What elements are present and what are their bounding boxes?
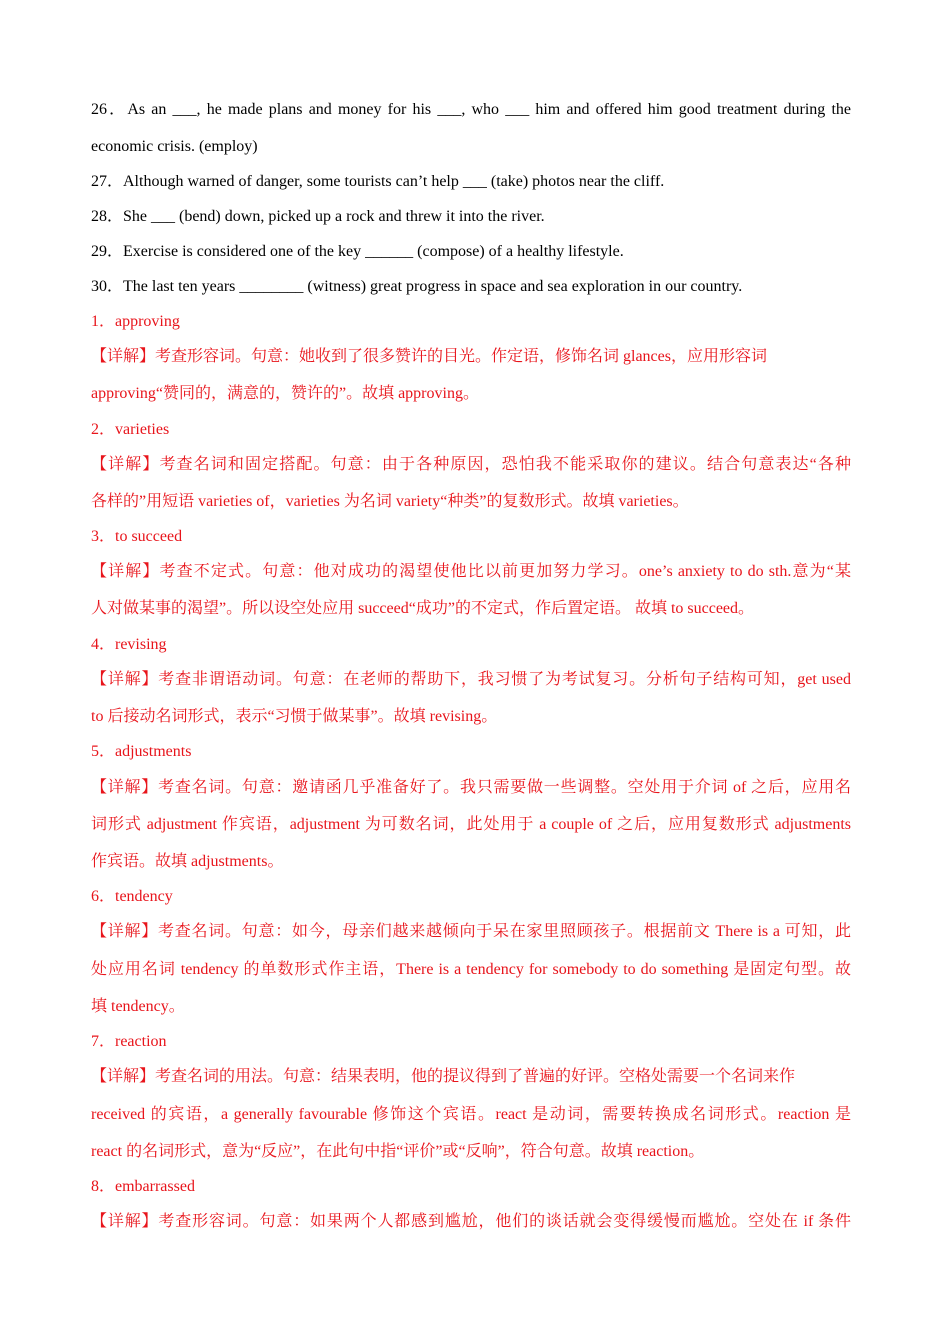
answer-heading: 6．tendency (91, 888, 173, 905)
explanation-line: 处应用名词 tendency 的单数形式作主语，There is a tendency for somebody to do something 是固定句型。故 (91, 961, 851, 978)
question-line: 28．She ___ (bend) down, picked up a rock and threw it into the river. (91, 208, 545, 225)
explanation-line: 【详解】考查名词和固定搭配。句意：由于各种原因，恐怕我不能采取你的建议。结合句意表达“各种 (91, 456, 851, 473)
explanation-line: received 的宾语，a generally favourable 修饰这个宾语。react 是动词，需要转换成名词形式。reaction 是 (91, 1106, 851, 1123)
answer-heading: 2．varieties (91, 421, 170, 438)
answer-heading: 7．reaction (91, 1033, 167, 1050)
answer-heading: 5．adjustments (91, 743, 192, 760)
explanation-line: 【详解】考查形容词。句意：她收到了很多赞许的目光。作定语，修饰名词 glances，应用形容词 (91, 348, 767, 365)
question-line: 27．Although warned of danger, some tourists can’t help ___ (take) photos near the cliff. (91, 173, 665, 190)
explanation-line: 【详解】考查形容词。句意：如果两个人都感到尴尬，他们的谈话就会变得缓慢而尴尬。空处在 if 条件 (91, 1213, 851, 1230)
answer-heading: 8．embarrassed (91, 1178, 195, 1195)
question-line: 30．The last ten years ________ (witness) great progress in space and sea exploration in our country. (91, 278, 743, 295)
explanation-line: 词形式 adjustment 作宾语，adjustment 为可数名词，此处用于 a couple of 之后，应用复数形式 adjustments (91, 816, 851, 833)
explanation-line: 人对做某事的渴望”。所以设空处应用 succeed“成功”的不定式，作后置定语。 故填 to succeed。 (91, 600, 755, 617)
explanation-line: to 后接动名词形式，表示“习惯于做某事”。故填 revising。 (91, 708, 498, 725)
question-line: economic crisis. (employ) (91, 138, 258, 155)
answer-heading: 1．approving (91, 313, 180, 330)
explanation-line: react 的名词形式，意为“反应”，在此句中指“评价”或“反响”，符合句意。故填 reaction。 (91, 1143, 705, 1160)
question-line: 26．As an ___, he made plans and money for his ___, who ___ him and offered him good treatment during the (91, 101, 852, 118)
explanation-line: 【详解】考查名词。句意：邀请函几乎准备好了。我只需要做一些调整。空处用于介词 of 之后，应用名 (91, 779, 851, 796)
explanation-line: 【详解】考查名词。句意：如今，母亲们越来越倾向于呆在家里照顾孩子。根据前文 There is a 可知，此 (91, 923, 851, 940)
explanation-line: 填 tendency。 (91, 998, 185, 1015)
explanation-line: 【详解】考查非谓语动词。句意：在老师的帮助下，我习惯了为考试复习。分析句子结构可知，get used (91, 671, 851, 688)
explanation-line: 【详解】考查不定式。句意：他对成功的渴望使他比以前更加努力学习。one’s anxiety to do sth.意为“某 (91, 563, 851, 580)
explanation-line: 【详解】考查名词的用法。句意：结果表明，他的提议得到了普遍的好评。空格处需要一个名词来作 (91, 1068, 796, 1085)
explanation-line: 各样的”用短语 varieties of，varieties 为名词 variety“种类”的复数形式。故填 varieties。 (91, 493, 689, 510)
answer-heading: 4．revising (91, 636, 167, 653)
explanation-line: 作宾语。故填 adjustments。 (91, 853, 284, 870)
question-line: 29．Exercise is considered one of the key ______ (compose) of a healthy lifestyle. (91, 243, 624, 260)
explanation-line: approving“赞同的，满意的，赞许的”。故填 approving。 (91, 385, 479, 402)
answer-heading: 3．to succeed (91, 528, 183, 545)
